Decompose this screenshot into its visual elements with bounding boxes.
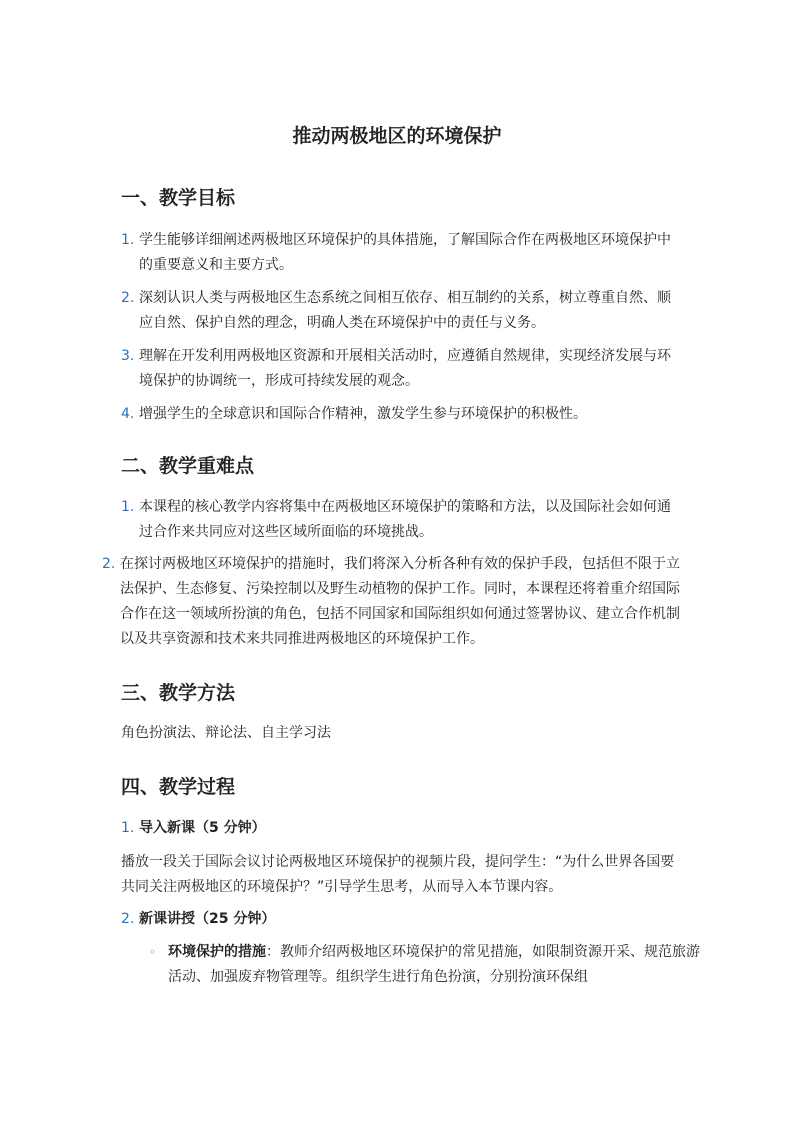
intro-step-text: 播放一段关于国际会议讨论两极地区环境保护的视频片段，提问学生：“为什么世界各国要共同关注两极地区的环境保护？”引导学生思考，从而导入本节课内容。 [121,854,675,895]
list-item [121,286,681,336]
list-item [121,344,681,394]
bullet-item [149,940,700,990]
list-number: 2. [102,556,116,572]
list-number: 1. [121,232,135,248]
bullet-icon: ◦ [149,945,157,959]
list-number: 2. [121,290,135,306]
list-item [121,402,681,427]
list-item [121,495,681,545]
section-heading-key-points: 二、教学重难点 [121,455,255,477]
list-item [121,228,681,278]
bullet-colon: ： [266,944,280,960]
process-step-intro [121,816,699,841]
section-heading-objectives: 一、教学目标 [121,187,236,209]
step-label: 导入新课（5 分钟） [139,820,266,836]
process-step-lecture [121,907,699,932]
section-heading-methods: 三、教学方法 [121,682,236,704]
document-title: 推动两极地区的环境保护 [292,125,502,147]
key-points-list [121,495,681,545]
list-item-text: 深刻认识人类与两极地区生态系统之间相互依存、相互制约的关系，树立尊重自然、顺应自然、保护自然的理念，明确人类在环境保护中的责任与义务。 [139,290,671,331]
objectives-list [121,228,681,427]
section-heading-process: 四、教学过程 [121,776,236,798]
list-number: 3. [121,348,135,364]
list-item [102,552,680,652]
list-item-text: 学生能够详细阐述两极地区环境保护的具体措施，了解国际合作在两极地区环境保护中的重要意义和主要方式。 [139,232,671,273]
list-item-text: 增强学生的全球意识和国际合作精神，激发学生参与环境保护的积极性。 [139,406,587,422]
list-number: 1. [121,499,135,515]
bullet-text: 教师介绍两极地区环境保护的常见措施，如限制资源开采、规范旅游活动、加强废弃物管理等。组织学生进行角色扮演，分别扮演环保组 [168,944,700,985]
key-points-list-continued [102,552,680,652]
list-number: 1. [121,820,135,836]
list-item-text: 理解在开发利用两极地区资源和开展相关活动时，应遵循自然规律，实现经济发展与环境保护的协调统一，形成可持续发展的观念。 [139,348,671,389]
list-number: 2. [121,911,135,927]
list-item-text: 本课程的核心教学内容将集中在两极地区环境保护的策略和方法，以及国际社会如何通过合作来共同应对这些区域所面临的环境挑战。 [139,499,671,540]
methods-text: 角色扮演法、辩论法、自主学习法 [121,725,331,741]
list-number: 4. [121,406,135,422]
step-label: 新课讲授（25 分钟） [139,911,276,927]
list-item-text: 在探讨两极地区环境保护的措施时，我们将深入分析各种有效的保护手段，包括但不限于立法保护、生态修复、污染控制以及野生动植物的保护工作。同时，本课程还将着重介绍国际合作在这一领域所扮演的角色，包括不同国家和国际组织如何通过签署协议、建立合作机制以及共享资源和技术来共同推进两极地区的环境保护工作。 [120,556,680,647]
bullet-term: 环境保护的措施 [168,944,266,960]
